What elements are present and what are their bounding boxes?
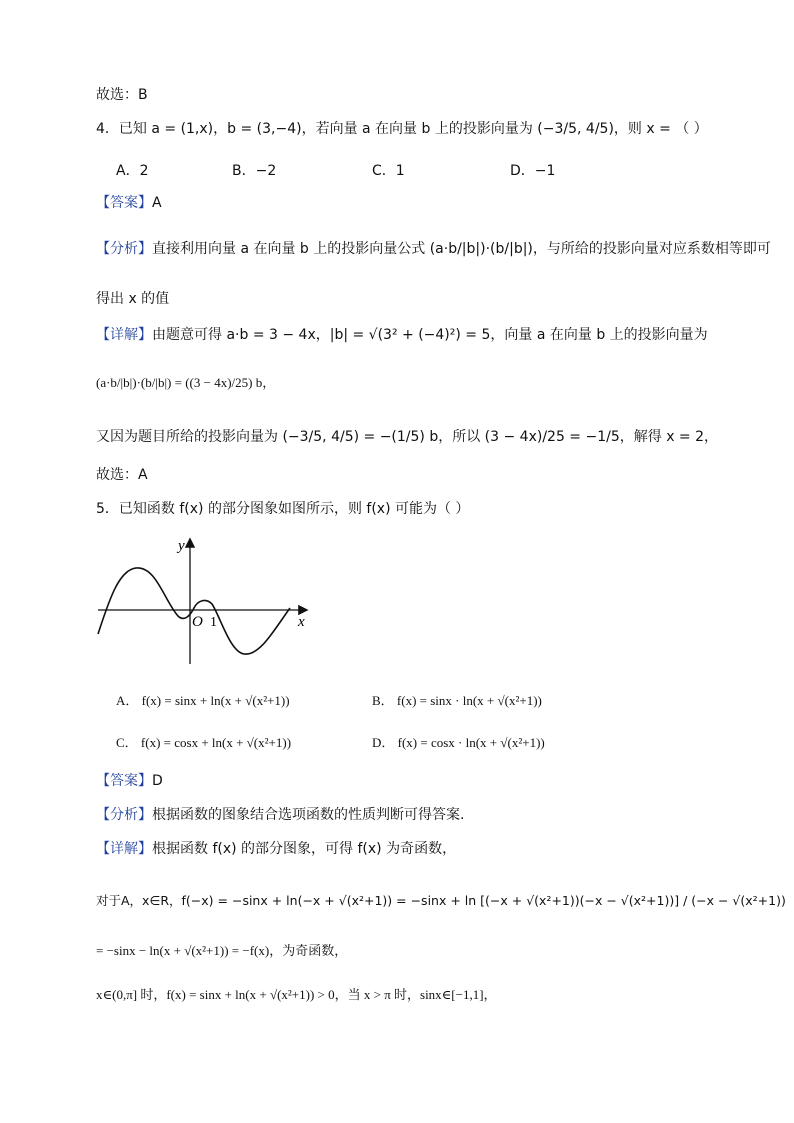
answer-value: A (152, 195, 162, 211)
q4-option-a: A．2 (116, 163, 149, 179)
q5-option-d: D． f(x) = cosx · ln(x + √(x²+1)) (372, 735, 545, 750)
function-graph (94, 534, 324, 674)
answer-value: D (152, 773, 163, 789)
detail-tag: 【详解】 (96, 841, 152, 857)
q4-answer (96, 194, 162, 212)
q5-option-b: B． f(x) = sinx · ln(x + √(x²+1)) (372, 693, 542, 708)
q5-detail-odd-result: = −sinx − ln(x + √(x²+1)) = −f(x)，为奇函数， (96, 943, 348, 958)
answer-tag: 【答案】 (96, 195, 152, 211)
q4-detail-conclude: 又因为题目所给的投影向量为 (−3/5, 4/5) = −(1/5) b，所以 (3 − 4x)/25 = −1/5，解得 x = 2， (96, 429, 719, 445)
tick-label-one: 1 (210, 615, 217, 630)
function-curve (98, 568, 290, 654)
origin-label: O (192, 614, 203, 630)
q4-analysis (96, 240, 771, 258)
q5-analysis (96, 806, 464, 824)
q5-option-c: C． f(x) = cosx + ln(x + √(x²+1)) (116, 735, 292, 750)
q4-detail-formula: (a·b/|b|)·(b/|b|) = ((3 − 4x)/25) b， (96, 375, 276, 390)
question-5-stem: 5．已知函数 f(x) 的部分图象如图所示，则 f(x) 可能为（ ） (96, 501, 470, 517)
y-axis-label: y (178, 538, 185, 554)
q5-detail-sign: x∈(0,π] 时，f(x) = sinx + ln(x + √(x²+1)) > 0，当 x > π 时，sinx∈[−1,1]， (96, 987, 497, 1002)
analysis-tag: 【分析】 (96, 807, 152, 823)
q4-detail (96, 326, 708, 344)
detail-text: 由题意可得 a·b = 3 − 4x，|b| = √(3² + (−4)²) = 5，向量 a 在向量 b 上的投影向量为 (152, 327, 708, 343)
previous-conclusion: 故选：B (96, 87, 148, 103)
analysis-tag: 【分析】 (96, 241, 152, 257)
q4-option-b: B．−2 (232, 163, 277, 179)
q4-analysis-continued: 得出 x 的值 (96, 291, 170, 307)
analysis-text: 根据函数的图象结合选项函数的性质判断可得答案. (152, 807, 465, 823)
answer-tag: 【答案】 (96, 773, 152, 789)
q4-conclusion: 故选：A (96, 467, 148, 483)
detail-tag: 【详解】 (96, 327, 152, 343)
q5-detail (96, 840, 456, 858)
x-axis-label: x (298, 614, 305, 630)
analysis-text: 直接利用向量 a 在向量 b 上的投影向量公式 (a·b/|b|)·(b/|b|)，与所给的投影向量对应系数相等即可 (152, 241, 771, 257)
question-4-stem: 4．已知 a = (1,x)，b = (3,−4)，若向量 a 在向量 b 上的投影向量为 (−3/5, 4/5)，则 x = （ ） (96, 121, 708, 137)
q5-answer (96, 772, 163, 790)
detail-text: 根据函数 f(x) 的部分图象，可得 f(x) 为奇函数， (152, 841, 457, 857)
q4-option-c: C．1 (372, 163, 405, 179)
q4-option-d: D．−1 (510, 163, 556, 179)
q5-detail-odd-check: 对于A，x∈R，f(−x) = −sinx + ln(−x + √(x²+1)) = −sinx + ln [(−x + √(x²+1))(−x − √(x²+1))] / (−x − √(x²+1)) (96, 893, 786, 908)
q5-option-a: A． f(x) = sinx + ln(x + √(x²+1)) (116, 693, 290, 708)
